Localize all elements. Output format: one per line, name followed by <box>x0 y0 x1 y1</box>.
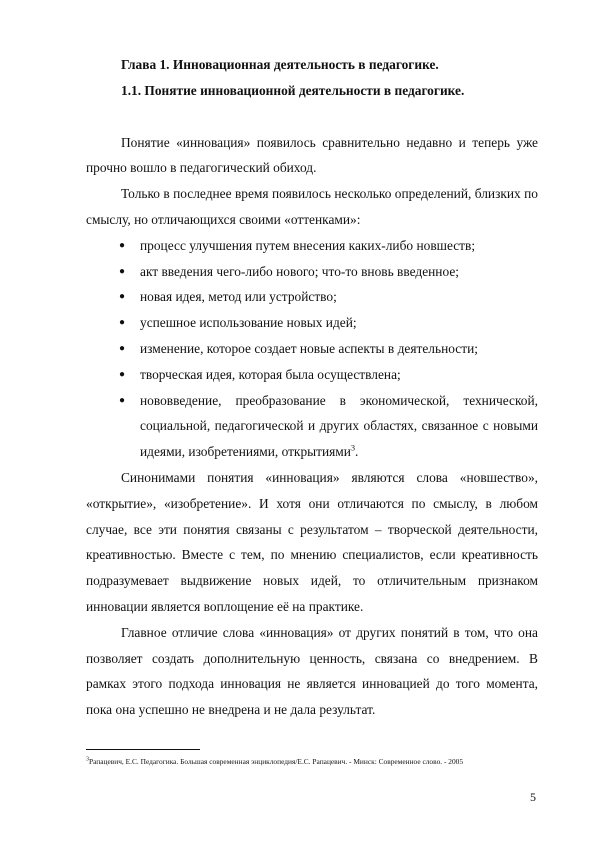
bullet-icon: ● <box>119 239 126 251</box>
bullet-icon: ● <box>119 342 126 354</box>
list-item-text: новая идея, метод или устройство; <box>140 289 337 305</box>
footnote-text: Рапацевич, Е.С. Педагогика. Большая современная энциклопедия/Е.С. Рапацевич. - Минск: Современное слово. - 2005 <box>89 757 464 766</box>
definitions-list <box>86 233 538 465</box>
page-content <box>86 52 538 723</box>
paragraph: Понятие «инновация» появилось сравнительно недавно и теперь уже прочно вошло в педагогический обиход. <box>86 134 538 176</box>
footnote-number: 3 <box>86 756 89 763</box>
list-item-text: изменение, которое создает новые аспекты в деятельности; <box>140 340 478 356</box>
list-item-text: творческая идея, которая была осуществлена; <box>140 366 401 382</box>
page-number: 5 <box>530 790 536 804</box>
list-item <box>86 388 538 465</box>
list-item <box>86 310 538 336</box>
footnote <box>86 756 538 767</box>
footnote-reference[interactable]: 3 <box>350 443 355 453</box>
paragraph: Синонимами понятия «инновация» являются слова «новшество», «открытие», «изобретение». И хотя они отличаются по смыслу, в любом случае, все эти понятия связаны с результатом – творческой деятельности, креативностью. Вместе с тем, по мнению специалистов, если креативность подразумевает выдвижение новых идей, то отличительным признаком инновации является воплощение её на практике. <box>86 469 538 614</box>
list-item-text: успешное использование новых идей; <box>140 315 357 331</box>
bullet-icon: ● <box>119 394 126 406</box>
list-item <box>86 362 538 388</box>
list-item-text: акт введения чего-либо нового; что-то вновь введенное; <box>140 263 459 279</box>
list-item <box>86 336 538 362</box>
list-item <box>86 284 538 310</box>
bullet-icon: ● <box>119 317 126 329</box>
footnote-separator <box>86 749 200 750</box>
list-item <box>86 259 538 285</box>
bullet-icon: ● <box>119 368 126 380</box>
bullet-icon: ● <box>119 291 126 303</box>
paragraph: Только в последнее время появилось несколько определений, близких по смыслу, но отличающихся своими «оттенками»: <box>86 186 538 227</box>
list-item-text: нововведение, преобразование в экономической, технической, социальной, педагогической и других областях, связанное с новыми идеями, изобретениями, открытиями <box>140 392 538 460</box>
list-item-text: процесс улучшения путем внесения каких-либо новшеств; <box>140 237 476 253</box>
list-item-end: . <box>354 444 359 460</box>
bullet-icon: ● <box>119 265 126 277</box>
list-item <box>86 233 538 259</box>
chapter-title: Глава 1. Инновационная деятельность в педагогике. <box>121 57 439 72</box>
paragraph: Главное отличие слова «инновация» от других понятий в том, что она позволяет создать дополнительную ценность, связана со внедрением. В рамках этого подхода инновация не является инновацией до того момента, пока она успешно не внедрена и не дала результат. <box>86 624 538 718</box>
section-title: 1.1. Понятие инновационной деятельности в педагогике. <box>121 82 465 98</box>
